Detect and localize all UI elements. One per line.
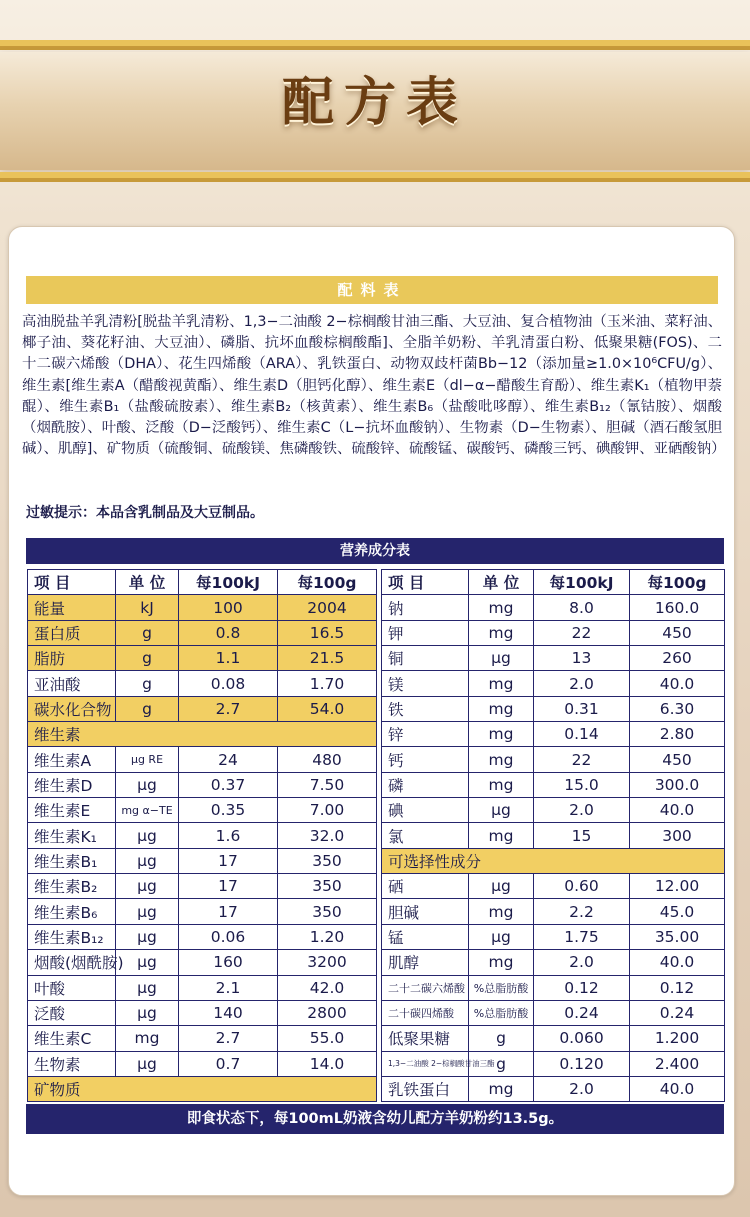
nutrient-per-100g: 2.80 xyxy=(630,722,725,747)
nutrient-per-100kj: 2.0 xyxy=(534,950,630,975)
nutrient-unit: μg xyxy=(116,899,179,924)
nutrient-unit: mg xyxy=(469,595,534,620)
table-row xyxy=(382,874,725,899)
nutrient-unit: g xyxy=(116,671,179,696)
nutrient-per-100g: 42.0 xyxy=(278,975,377,1000)
table-header-cell: 每100g xyxy=(630,570,725,595)
nutrient-per-100g: 350 xyxy=(278,874,377,899)
table-row xyxy=(382,646,725,671)
table-row xyxy=(382,1000,725,1025)
allergy-notice: 过敏提示：本品含乳制品及大豆制品。 xyxy=(26,505,264,521)
nutrient-unit: μg xyxy=(116,848,179,873)
table-row xyxy=(28,924,377,949)
table-section-row xyxy=(382,848,725,873)
nutrient-unit: μg xyxy=(116,823,179,848)
nutrient-name: 乳铁蛋白 xyxy=(382,1076,469,1101)
nutrient-per-100kj: 0.31 xyxy=(534,696,630,721)
nutrient-unit: mg xyxy=(469,747,534,772)
nutrient-unit: %总脂肪酸 xyxy=(469,975,534,1000)
nutrient-per-100g: 6.30 xyxy=(630,696,725,721)
nutrient-per-100g: 350 xyxy=(278,899,377,924)
nutrient-per-100g: 450 xyxy=(630,747,725,772)
nutrient-name: 铁 xyxy=(382,696,469,721)
nutrient-unit: mg xyxy=(469,950,534,975)
nutrient-per-100g: 480 xyxy=(278,747,377,772)
nutrient-per-100kj: 160 xyxy=(179,950,278,975)
nutrient-unit: g xyxy=(469,1026,534,1051)
header-stripe xyxy=(0,178,750,182)
nutrient-per-100g: 300 xyxy=(630,823,725,848)
nutrient-per-100g: 21.5 xyxy=(278,646,377,671)
table-row xyxy=(382,595,725,620)
page-title: 配方表 xyxy=(281,73,468,133)
table-row xyxy=(28,620,377,645)
table-row xyxy=(28,1026,377,1051)
nutrient-name: 能量 xyxy=(28,595,116,620)
nutrient-per-100g: 1.70 xyxy=(278,671,377,696)
table-row xyxy=(382,975,725,1000)
nutrient-per-100kj: 0.120 xyxy=(534,1051,630,1076)
nutrient-per-100g: 32.0 xyxy=(278,823,377,848)
nutrient-per-100kj: 1.75 xyxy=(534,924,630,949)
nutrient-unit: mg xyxy=(469,899,534,924)
nutrient-per-100g: 0.12 xyxy=(630,975,725,1000)
ingredients-title: 配料表 xyxy=(26,276,718,304)
nutrient-per-100kj: 15.0 xyxy=(534,772,630,797)
nutrient-unit: μg xyxy=(116,924,179,949)
header xyxy=(0,0,750,215)
nutrient-per-100g: 40.0 xyxy=(630,950,725,975)
header-stripe xyxy=(0,46,750,50)
nutrient-per-100g: 260 xyxy=(630,646,725,671)
nutrient-per-100g: 45.0 xyxy=(630,899,725,924)
nutrient-per-100g: 3200 xyxy=(278,950,377,975)
ingredients-text: 高油脱盐羊乳清粉[脱盐羊乳清粉、1,3−二油酸 2−棕榈酸甘油三酯、大豆油、复合植物油（玉米油、菜籽油、椰子油、葵花籽油、大豆油）、磷脂、抗坏血酸棕榈酸酯]、全脂羊奶粉、羊乳清蛋白粉、低聚果糖(FOS)、二十二碳六烯酸（DHA）、花生四烯酸（ARA）、乳铁蛋白、动物双歧杆菌Bb−12（添加量≥1.0×10⁶CFU/g）、维生素[维生素A（醋酸视黄酯）、维生素D（胆钙化醇）、维生素E（dl−α−醋酸生育酚）、维生素K₁（植物甲萘醌）、维生素B₁（盐酸硫胺素）、维生素B₂（核黄素）、维生素B₆（盐酸吡哆醇）、维生素B₁₂（氰钴胺）、烟酸（烟酰胺）、叶酸、泛酸（D−泛酸钙）、维生素C（L−抗坏血酸钠）、生物素（D−生物素）、胆碱（酒石酸氢胆碱）、肌醇]、矿物质（硫酸铜、硫酸镁、焦磷酸铁、硫酸锌、硫酸锰、碳酸钙、磷酸三钙、碘酸钾、亚硒酸钠） xyxy=(22,314,726,458)
nutrient-per-100g: 14.0 xyxy=(278,1051,377,1076)
nutrient-name: 泛酸 xyxy=(28,1000,116,1025)
table-row xyxy=(382,772,725,797)
table-header-cell: 项 目 xyxy=(28,570,116,595)
table-row xyxy=(382,798,725,823)
nutrient-per-100kj: 2.0 xyxy=(534,798,630,823)
nutrient-name: 铜 xyxy=(382,646,469,671)
nutrient-unit: μg xyxy=(116,1051,179,1076)
table-row xyxy=(28,848,377,873)
nutrient-name: 镁 xyxy=(382,671,469,696)
table-header-cell: 每100g xyxy=(278,570,377,595)
table-header-cell: 每100kJ xyxy=(179,570,278,595)
table-row xyxy=(28,874,377,899)
nutrient-per-100kj: 2.2 xyxy=(534,899,630,924)
nutrient-name: 肌醇 xyxy=(382,950,469,975)
nutrient-per-100kj: 22 xyxy=(534,620,630,645)
nutrient-unit: mg α−TE xyxy=(116,798,179,823)
table-row xyxy=(28,747,377,772)
nutrient-per-100g: 54.0 xyxy=(278,696,377,721)
nutrient-name: 碳水化合物 xyxy=(28,696,116,721)
table-row xyxy=(382,1076,725,1101)
table-row xyxy=(28,772,377,797)
table-header-row xyxy=(28,570,377,595)
nutrient-per-100kj: 2.0 xyxy=(534,671,630,696)
nutrient-unit: μg xyxy=(116,975,179,1000)
table-header-cell: 单 位 xyxy=(469,570,534,595)
nutrient-name: 维生素A xyxy=(28,747,116,772)
nutrient-unit: μg xyxy=(116,1000,179,1025)
nutrient-unit: mg xyxy=(116,1026,179,1051)
nutrient-unit: mg xyxy=(469,671,534,696)
table-row xyxy=(28,1000,377,1025)
nutrient-per-100kj: 17 xyxy=(179,874,278,899)
nutrient-per-100g: 55.0 xyxy=(278,1026,377,1051)
table-row xyxy=(28,696,377,721)
nutrient-per-100g: 450 xyxy=(630,620,725,645)
nutrient-per-100kj: 1.1 xyxy=(179,646,278,671)
nutrient-per-100g: 1.200 xyxy=(630,1026,725,1051)
nutrient-name: 胆碱 xyxy=(382,899,469,924)
nutrient-unit: mg xyxy=(469,823,534,848)
nutrient-per-100g: 300.0 xyxy=(630,772,725,797)
table-row xyxy=(28,1051,377,1076)
nutrient-unit: mg xyxy=(469,722,534,747)
nutrient-per-100g: 7.00 xyxy=(278,798,377,823)
nutrient-unit: %总脂肪酸 xyxy=(469,1000,534,1025)
nutrient-per-100kj: 140 xyxy=(179,1000,278,1025)
table-row xyxy=(28,646,377,671)
nutrient-name: 烟酸(烟酰胺) xyxy=(28,950,116,975)
nutrient-name: 磷 xyxy=(382,772,469,797)
table-row xyxy=(382,950,725,975)
table-section-row xyxy=(28,1076,377,1101)
table-row xyxy=(382,696,725,721)
nutrient-name: 维生素B₁ xyxy=(28,848,116,873)
nutrient-name: 蛋白质 xyxy=(28,620,116,645)
nutrient-name: 钾 xyxy=(382,620,469,645)
nutrient-name: 碘 xyxy=(382,798,469,823)
nutrient-unit: g xyxy=(469,1051,534,1076)
nutrient-per-100g: 16.5 xyxy=(278,620,377,645)
nutrition-table-right xyxy=(381,569,725,1102)
table-row xyxy=(382,899,725,924)
nutrient-unit: g xyxy=(116,696,179,721)
table-row xyxy=(382,671,725,696)
nutrient-per-100g: 7.50 xyxy=(278,772,377,797)
nutrient-per-100g: 2.400 xyxy=(630,1051,725,1076)
nutrient-name: 氯 xyxy=(382,823,469,848)
table-row xyxy=(382,1051,725,1076)
nutrient-unit: μg xyxy=(116,874,179,899)
table-row xyxy=(28,950,377,975)
nutrient-per-100kj: 2.7 xyxy=(179,696,278,721)
table-row xyxy=(28,671,377,696)
table-row xyxy=(28,899,377,924)
nutrient-name: 维生素C xyxy=(28,1026,116,1051)
nutrient-name: 维生素E xyxy=(28,798,116,823)
nutrition-title: 营养成分表 xyxy=(26,538,724,564)
nutrient-unit: μg xyxy=(116,950,179,975)
nutrient-per-100kj: 0.37 xyxy=(179,772,278,797)
nutrient-per-100g: 2004 xyxy=(278,595,377,620)
nutrient-name: 1,3−二油酸 2−棕榈酸甘油三酯 xyxy=(382,1051,469,1076)
table-row xyxy=(28,798,377,823)
nutrient-name: 锰 xyxy=(382,924,469,949)
table-row xyxy=(28,975,377,1000)
nutrient-per-100kj: 2.0 xyxy=(534,1076,630,1101)
nutrient-unit: μg xyxy=(469,646,534,671)
nutrient-unit: kJ xyxy=(116,595,179,620)
nutrient-unit: mg xyxy=(469,696,534,721)
table-header-cell: 项 目 xyxy=(382,570,469,595)
table-section-label: 矿物质 xyxy=(28,1076,377,1101)
nutrient-unit: mg xyxy=(469,772,534,797)
table-row xyxy=(382,924,725,949)
table-header-row xyxy=(382,570,725,595)
nutrient-name: 脂肪 xyxy=(28,646,116,671)
nutrient-per-100kj: 0.7 xyxy=(179,1051,278,1076)
nutrient-per-100g: 160.0 xyxy=(630,595,725,620)
nutrient-name: 维生素D xyxy=(28,772,116,797)
nutrient-name: 叶酸 xyxy=(28,975,116,1000)
nutrient-per-100g: 0.24 xyxy=(630,1000,725,1025)
nutrient-per-100g: 2800 xyxy=(278,1000,377,1025)
table-row xyxy=(382,620,725,645)
table-row xyxy=(382,747,725,772)
nutrient-per-100kj: 0.12 xyxy=(534,975,630,1000)
nutrient-name: 二十碳四烯酸 xyxy=(382,1000,469,1025)
nutrient-name: 钠 xyxy=(382,595,469,620)
nutrient-per-100kj: 1.6 xyxy=(179,823,278,848)
nutrient-name: 生物素 xyxy=(28,1051,116,1076)
nutrient-per-100g: 40.0 xyxy=(630,798,725,823)
nutrient-name: 低聚果糖 xyxy=(382,1026,469,1051)
nutrient-unit: g xyxy=(116,646,179,671)
nutrient-per-100kj: 100 xyxy=(179,595,278,620)
nutrient-per-100kj: 0.060 xyxy=(534,1026,630,1051)
nutrient-per-100kj: 22 xyxy=(534,747,630,772)
nutrient-per-100kj: 13 xyxy=(534,646,630,671)
nutrient-per-100g: 12.00 xyxy=(630,874,725,899)
nutrition-table-left xyxy=(27,569,377,1102)
nutrient-per-100kj: 2.1 xyxy=(179,975,278,1000)
nutrient-per-100kj: 15 xyxy=(534,823,630,848)
table-row xyxy=(382,722,725,747)
nutrient-per-100kj: 0.8 xyxy=(179,620,278,645)
nutrient-unit: mg xyxy=(469,1076,534,1101)
nutrient-per-100kj: 0.06 xyxy=(179,924,278,949)
nutrient-name: 锌 xyxy=(382,722,469,747)
table-row xyxy=(28,823,377,848)
nutrient-name: 维生素B₁₂ xyxy=(28,924,116,949)
nutrient-name: 钙 xyxy=(382,747,469,772)
table-header-cell: 单 位 xyxy=(116,570,179,595)
nutrient-per-100g: 40.0 xyxy=(630,671,725,696)
nutrient-per-100g: 40.0 xyxy=(630,1076,725,1101)
nutrient-name: 维生素B₆ xyxy=(28,899,116,924)
nutrient-name: 硒 xyxy=(382,874,469,899)
nutrient-unit: mg xyxy=(469,620,534,645)
nutrient-per-100kj: 2.7 xyxy=(179,1026,278,1051)
nutrient-per-100kj: 17 xyxy=(179,848,278,873)
nutrient-per-100kj: 0.35 xyxy=(179,798,278,823)
nutrient-unit: g xyxy=(116,620,179,645)
nutrient-unit: μg xyxy=(469,874,534,899)
footer-note: 即食状态下，每100mL奶液含幼儿配方羊奶粉约13.5g。 xyxy=(26,1104,724,1134)
nutrient-per-100kj: 0.14 xyxy=(534,722,630,747)
table-section-label: 可选择性成分 xyxy=(382,848,725,873)
table-section-row xyxy=(28,722,377,747)
nutrient-per-100g: 350 xyxy=(278,848,377,873)
nutrient-per-100kj: 0.08 xyxy=(179,671,278,696)
nutrient-unit: μg xyxy=(469,798,534,823)
nutrient-unit: μg xyxy=(469,924,534,949)
nutrient-name: 维生素K₁ xyxy=(28,823,116,848)
nutrient-name: 亚油酸 xyxy=(28,671,116,696)
nutrient-per-100g: 1.20 xyxy=(278,924,377,949)
nutrient-per-100kj: 0.60 xyxy=(534,874,630,899)
table-row xyxy=(28,595,377,620)
nutrient-per-100kj: 17 xyxy=(179,899,278,924)
nutrient-per-100kj: 24 xyxy=(179,747,278,772)
nutrient-name: 二十二碳六烯酸 xyxy=(382,975,469,1000)
table-row xyxy=(382,1026,725,1051)
nutrient-name: 维生素B₂ xyxy=(28,874,116,899)
table-section-label: 维生素 xyxy=(28,722,377,747)
nutrient-unit: μg RE xyxy=(116,747,179,772)
table-row xyxy=(382,823,725,848)
nutrient-per-100kj: 8.0 xyxy=(534,595,630,620)
table-header-cell: 每100kJ xyxy=(534,570,630,595)
nutrient-per-100g: 35.00 xyxy=(630,924,725,949)
nutrient-per-100kj: 0.24 xyxy=(534,1000,630,1025)
nutrient-unit: μg xyxy=(116,772,179,797)
